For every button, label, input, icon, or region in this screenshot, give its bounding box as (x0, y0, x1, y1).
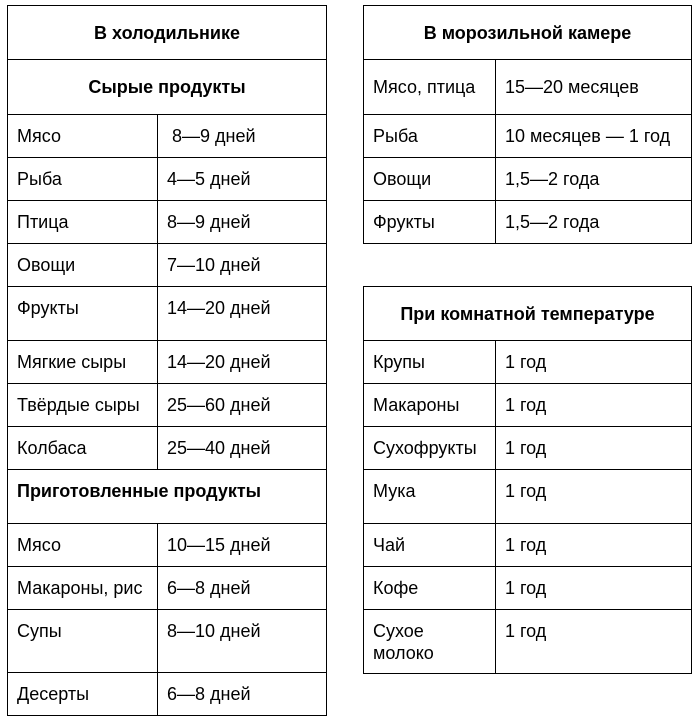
table-row (8, 244, 327, 287)
product-name: Птица (8, 201, 158, 244)
storage-term: 8—9 дней (158, 115, 327, 158)
product-name: Супы (8, 610, 158, 673)
storage-term: 6—8 дней (158, 673, 327, 716)
room-temperature-table (363, 286, 692, 674)
product-name: Мука (364, 470, 496, 524)
product-name: Овощи (8, 244, 158, 287)
product-name: Крупы (364, 341, 496, 384)
product-name: Десерты (8, 673, 158, 716)
table-row (364, 567, 692, 610)
storage-term: 25—60 дней (158, 384, 327, 427)
table-row (364, 115, 692, 158)
storage-term: 1 год (496, 384, 692, 427)
table-row (8, 673, 327, 716)
fridge-title: В холодильнике (8, 6, 327, 60)
fridge-table (7, 5, 327, 716)
storage-term: 14—20 дней (158, 287, 327, 341)
raw-products-heading: Сырые продукты (8, 60, 327, 115)
table-row (8, 201, 327, 244)
storage-term: 4—5 дней (158, 158, 327, 201)
storage-term: 10—15 дней (158, 524, 327, 567)
table-row (8, 567, 327, 610)
storage-term: 10 месяцев — 1 год (496, 115, 692, 158)
table-row (8, 524, 327, 567)
product-name: Фрукты (8, 287, 158, 341)
freezer-title: В морозильной камере (364, 6, 692, 60)
table-row (8, 158, 327, 201)
storage-term: 1 год (496, 567, 692, 610)
table-row (8, 341, 327, 384)
storage-term: 7—10 дней (158, 244, 327, 287)
product-name: Мясо (8, 115, 158, 158)
table-row (364, 470, 692, 524)
table-row (8, 610, 327, 673)
storage-term: 1 год (496, 470, 692, 524)
storage-term: 1,5—2 года (496, 201, 692, 244)
product-name: Фрукты (364, 201, 496, 244)
storage-term: 25—40 дней (158, 427, 327, 470)
product-name: Мясо (8, 524, 158, 567)
storage-term: 8—10 дней (158, 610, 327, 673)
table-row (364, 610, 692, 674)
product-name: Твёрдые сыры (8, 384, 158, 427)
product-name: Макароны, рис (8, 567, 158, 610)
storage-term: 14—20 дней (158, 341, 327, 384)
storage-term: 1 год (496, 427, 692, 470)
product-name: Рыба (8, 158, 158, 201)
product-name: Овощи (364, 158, 496, 201)
storage-term: 1 год (496, 524, 692, 567)
product-name: Рыба (364, 115, 496, 158)
product-name: Колбаса (8, 427, 158, 470)
product-name: Макароны (364, 384, 496, 427)
storage-term: 15—20 месяцев (496, 60, 692, 115)
storage-term: 1 год (496, 610, 692, 674)
table-row (8, 115, 327, 158)
freezer-table (363, 5, 692, 244)
product-name: Сухофрукты (364, 427, 496, 470)
storage-term: 6—8 дней (158, 567, 327, 610)
product-name: Мясо, птица (364, 60, 496, 115)
product-name: Кофе (364, 567, 496, 610)
product-name: Сухое молоко (364, 610, 496, 674)
storage-term: 1,5—2 года (496, 158, 692, 201)
room-title: При комнатной температуре (364, 287, 692, 341)
table-row (364, 427, 692, 470)
table-row (364, 524, 692, 567)
table-row (8, 427, 327, 470)
table-row (364, 384, 692, 427)
product-name: Мягкие сыры (8, 341, 158, 384)
table-row (8, 384, 327, 427)
cooked-products-heading: Приготовленные продукты (8, 470, 327, 524)
storage-term: 8—9 дней (158, 201, 327, 244)
table-row (364, 341, 692, 384)
product-name: Чай (364, 524, 496, 567)
table-row (364, 201, 692, 244)
storage-term: 1 год (496, 341, 692, 384)
table-row (364, 158, 692, 201)
table-row (364, 60, 692, 115)
table-row (8, 287, 327, 341)
